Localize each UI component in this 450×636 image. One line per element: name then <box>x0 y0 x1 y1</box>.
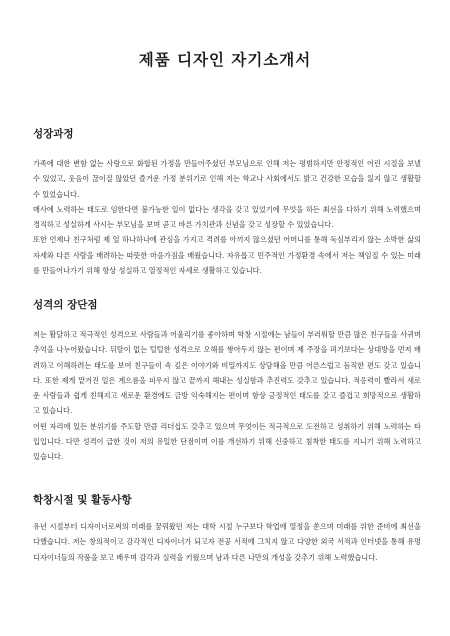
paragraph-line: 매사에 노력하는 태도로 임한다면 불가능한 일이 없다는 생각을 갖고 있었기에 무엇을 하든 최선을 다하기 위해 노력했으며 경직하고 성실하게 사시는 부모님을 보며 곧고 바른 가치관과 신념을 갖고 성장할 수 있었습니다. <box>33 204 421 230</box>
paragraph-line: 어떤 자리에 있든 분위기를 주도할 만큼 리더십도 갖추고 있으며 무엇이든 적극적으로 도전하고 성취하기 위해 노력하는 타입입니다. 다만 성격이 급한 것이 저의 유일한 단점이며 이를 개선하기 위해 신중하고 침착한 태도를 지니기 위해 노력하고 있습니다. <box>33 421 421 462</box>
section-body-personality <box>33 327 421 465</box>
paragraph-line: 저는 활달하고 적극적인 성격으로 사람들과 어울리기를 좋아하며 학창 시절에는 남들이 부러워할 만큼 많은 친구들을 사귀며 추억을 나누어왔습니다. 뒤탈이 없는 털털한 성격으로 오해를 쌓아두지 않는 편이며 제 주장을 펴기보다는 상대방을 먼저 배려하고 이해하려는 태도를 보여 친구들이 속 깊은 이야기와 비밀까지도 상담해올 만큼 어른스럽고 듬직한 편도 갖고 있습니다. 또한 제게 맡겨진 일은 계으름을 피우지 않고 끝까지 해내는 성실함과 추진력도 갖추고 있습니다. 적응력이 빨라서 새로운 사람들과 쉽게 친해지고 새로운 환경에도 금방 익숙해지는 편이며 항상 긍정적인 태도를 갖고 즐겁고 희망적으로 생활하고 있습니다. <box>33 330 421 416</box>
section-body-growth <box>33 156 421 278</box>
paragraph-line: 유년 시절부터 디자이너로써의 미래를 꿈꿔왔던 저는 대학 시절 누구보다 학업에 열정을 쏟으며 미래를 위한 준비에 최선을 다했습니다. 저는 창의적이고 감각적인 디자이너가 되고자 전공 서적에 그치지 않고 다양한 외국 서적과 인터넷을 통해 유명 디자이너들의 작품을 보고 배우며 감각과 실력을 키웠으며 남과 다른 나만의 개성을 갖추기 위해 노력했습니다. <box>33 522 421 562</box>
paragraph-line: 또한 언제나 친구처럼 제 일 하나하나에 관심을 가지고 격려를 아끼지 않으셨던 어머니를 통해 독심부리지 않는 소박한 삶의 자세와 다른 사람을 배려하는 따뜻한 마음가짐을 배웠습니다. 자유롭고 민주적인 가정환경 속에서 저는 책임질 수 있는 미래를 만들어나가기 위해 항상 성실하고 열정적인 자세로 생활하고 있습니다. <box>33 235 421 276</box>
section-body-school-activities <box>33 519 421 565</box>
document-title: 제품 디자인 자기소개서 <box>138 50 312 69</box>
section-heading-school-activities: 학창시절 및 활동사항 <box>33 494 132 506</box>
section-heading-growth: 성장과정 <box>33 128 74 140</box>
paragraph-line: 가족에 대한 변함 없는 사랑으로 화합된 가정을 만들어주셨던 부모님으로 인해 저는 평범하지만 안정적인 어린 시절을 보낼 수 있었고, 웃음이 끊이질 않았던 즐거운 가정 분위기로 인해 저는 학교나 사회에서도 밝고 건강한 모습을 잃지 않고 생활할 수 있었습니다. <box>33 159 421 199</box>
section-heading-personality: 성격의 장단점 <box>33 299 98 311</box>
